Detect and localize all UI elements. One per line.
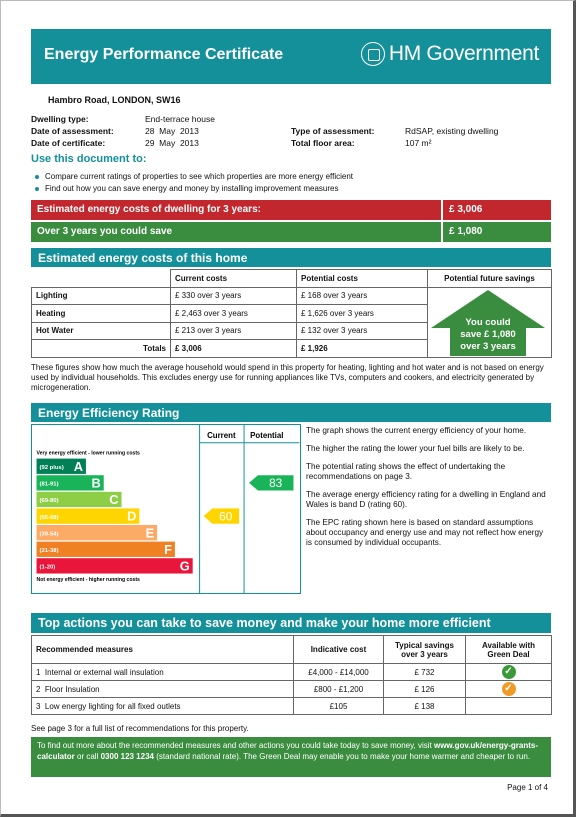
rating-section-title: Energy Efficiency Rating [38, 406, 180, 420]
row-number: 2 [36, 684, 41, 694]
bottom-note: Not energy efficient - higher running costs [36, 577, 140, 584]
rating-explanation [306, 426, 551, 548]
savings-label: Over 3 years you could save [37, 226, 173, 237]
table-header-row [32, 636, 552, 664]
dwelling-type-label: Dwelling type: [31, 114, 89, 124]
check-icon: ✓ [502, 665, 516, 679]
band-range-label: (81-91) [39, 481, 59, 488]
cost-current: £ 213 over 3 years [171, 322, 297, 340]
assessment-date-value: 28 May 2013 [145, 126, 199, 136]
cost-potential: £ 1,626 over 3 years [297, 305, 428, 323]
use-document-heading: Use this document to: [31, 153, 147, 165]
floor-area-label: Total floor area: [291, 138, 355, 148]
top-note: Very energy efficient - lower running costs [36, 450, 140, 457]
measure-name: Low energy lighting for all fixed outlets [44, 701, 181, 711]
band-letter-d: D [127, 508, 137, 524]
cost-current: £ 330 over 3 years [171, 287, 297, 305]
band-letter-c: C [109, 492, 119, 508]
measures-header: Recommended measures [32, 636, 294, 664]
dwelling-info-right [291, 125, 498, 149]
phone-number: 0300 123 1234 [100, 751, 154, 761]
hm-government-logo [361, 42, 539, 66]
rating-paragraph: The higher the rating the lower your fuel bills are likely to be. [306, 444, 525, 453]
measure-name: Internal or external wall insulation [44, 667, 164, 677]
band-range-label: (69-80) [39, 498, 59, 505]
floor-area-value: 107 m² [405, 138, 432, 148]
table-header-row [32, 270, 552, 288]
actions-table [31, 635, 552, 715]
band-range-label: (92 plus) [39, 464, 64, 471]
estimated-costs-value: £ 3,006 [441, 200, 488, 220]
assessment-type-value: RdSAP, existing dwelling [405, 126, 499, 136]
row-number: 1 [36, 667, 41, 677]
use-bullet: Compare current ratings of properties to see which properties are more energy efficient [33, 171, 353, 183]
savings-header: Typical savings over 3 years [384, 636, 466, 664]
costs-section-title: Estimated energy costs of this home [38, 251, 248, 265]
potential-rating-value: 83 [269, 476, 283, 491]
use-bullets [33, 171, 353, 195]
cost-potential: £ 132 over 3 years [297, 322, 428, 340]
potential-column-label: Potential [250, 430, 284, 440]
rating-paragraph: The graph shows the current energy efficiency of your home. [306, 426, 527, 435]
assessment-date-label: Date of assessment: [31, 126, 114, 136]
rating-paragraph: The average energy efficiency rating for a dwelling in England and Wales is band D (rating 60). [306, 490, 546, 509]
header-banner [31, 29, 551, 84]
band-range-label: (1-20) [39, 564, 56, 571]
savings-arrow [431, 290, 545, 356]
band-range-label: (39-54) [39, 531, 59, 538]
measure-cost: £800 - £1,200 [294, 681, 384, 698]
dwelling-info-left [31, 113, 215, 149]
band-letter-b: B [91, 475, 101, 491]
band-letter-f: F [164, 541, 172, 557]
measure-cost: £105 [294, 698, 384, 715]
certificate-date-label: Date of certificate: [31, 138, 106, 148]
grants-calculator-link[interactable]: www.gov.uk/energy-grants-calculator [37, 741, 538, 761]
page-title: Energy Performance Certificate [44, 46, 284, 63]
cost-row-label: Hot Water [32, 322, 171, 340]
future-savings-header: Potential future savings [428, 270, 552, 288]
band-range-label: (21-38) [39, 547, 59, 554]
hm-government-text: HM Government [388, 42, 539, 65]
savings-bar [31, 222, 551, 242]
costs-section-heading [31, 248, 551, 267]
measure-saving: £ 138 [384, 698, 466, 715]
total-potential: £ 1,926 [297, 340, 428, 358]
energy-rating-chart [31, 424, 301, 594]
rating-paragraph: The EPC rating shown here is based on standard assumptions about occupancy and energy use and may not reflect how energy is consumed by individual occupants. [306, 518, 544, 547]
cost-row-label: Lighting [32, 287, 171, 305]
savings-value: £ 1,080 [441, 222, 488, 242]
rating-band-g [37, 558, 193, 573]
potential-costs-header: Potential costs [297, 270, 428, 288]
property-address: Hambro Road, LONDON, SW16 [48, 95, 181, 105]
current-costs-header: Current costs [171, 270, 297, 288]
measure-saving: £ 126 [384, 681, 466, 698]
assessment-type-label: Type of assessment: [291, 126, 375, 136]
recommendations-note: See page 3 for a full list of recommendations for this property. [31, 724, 249, 733]
total-current: £ 3,006 [171, 340, 297, 358]
footer-text: To find out more about the recommended measures and other actions you could take today to save money, visit [37, 741, 434, 750]
savings-line: You could [465, 317, 511, 328]
dwelling-type-value: End-terrace house [145, 114, 215, 124]
table-row [32, 664, 552, 681]
cost-current: £ 2,463 over 3 years [171, 305, 297, 323]
current-rating-value: 60 [219, 509, 233, 524]
rating-paragraph: The potential rating shows the effect of undertaking the recommendations on page 3. [306, 462, 506, 481]
cost-row-label: Heating [32, 305, 171, 323]
actions-section-title: Top actions you can take to save money and make your home more efficient [38, 616, 491, 630]
band-letter-e: E [145, 525, 155, 541]
certificate-date-value: 29 May 2013 [145, 138, 199, 148]
cost-header: Indicative cost [294, 636, 384, 664]
use-bullet: Find out how you can save energy and money by installing improvement measures [33, 183, 353, 195]
green-deal-header: Available with Green Deal [466, 636, 552, 664]
actions-section-heading [31, 613, 551, 633]
rating-section-heading [31, 403, 551, 422]
measure-cost: £4,000 - £14,000 [294, 664, 384, 681]
footer-text: or call [74, 751, 101, 761]
measure-name: Floor Insulation [44, 684, 100, 694]
band-range-label: (55-68) [39, 514, 59, 521]
costs-note: These figures show how much the average household would spend in this property for heating, lighting and hot water and is not based on energy used by individual households. This excludes energy use for running appliances like TVs, computers and cookers, and electricity generated by microgeneration. [31, 363, 544, 392]
band-letter-a: A [73, 458, 83, 474]
page-number: Page 1 of 4 [507, 783, 548, 792]
table-row [32, 698, 552, 715]
check-icon: ✓ [502, 682, 516, 696]
row-number: 3 [36, 701, 41, 711]
savings-line: save £ 1,080 [460, 329, 516, 340]
band-letter-g: G [179, 558, 190, 574]
current-column-label: Current [207, 430, 236, 440]
measure-saving: £ 732 [384, 664, 466, 681]
footer-text: (standard national rate). The Green Deal may enable you to make your home warmer and cheaper to run. [153, 751, 531, 761]
totals-label: Totals [32, 340, 171, 358]
estimated-costs-label: Estimated energy costs of dwelling for 3 years: [37, 204, 261, 215]
cost-potential: £ 168 over 3 years [297, 287, 428, 305]
table-row [32, 681, 552, 698]
royal-crest-icon [361, 42, 385, 66]
savings-line: over 3 years [460, 341, 516, 352]
green-deal-footer [31, 737, 551, 777]
estimated-costs-bar [31, 200, 551, 220]
